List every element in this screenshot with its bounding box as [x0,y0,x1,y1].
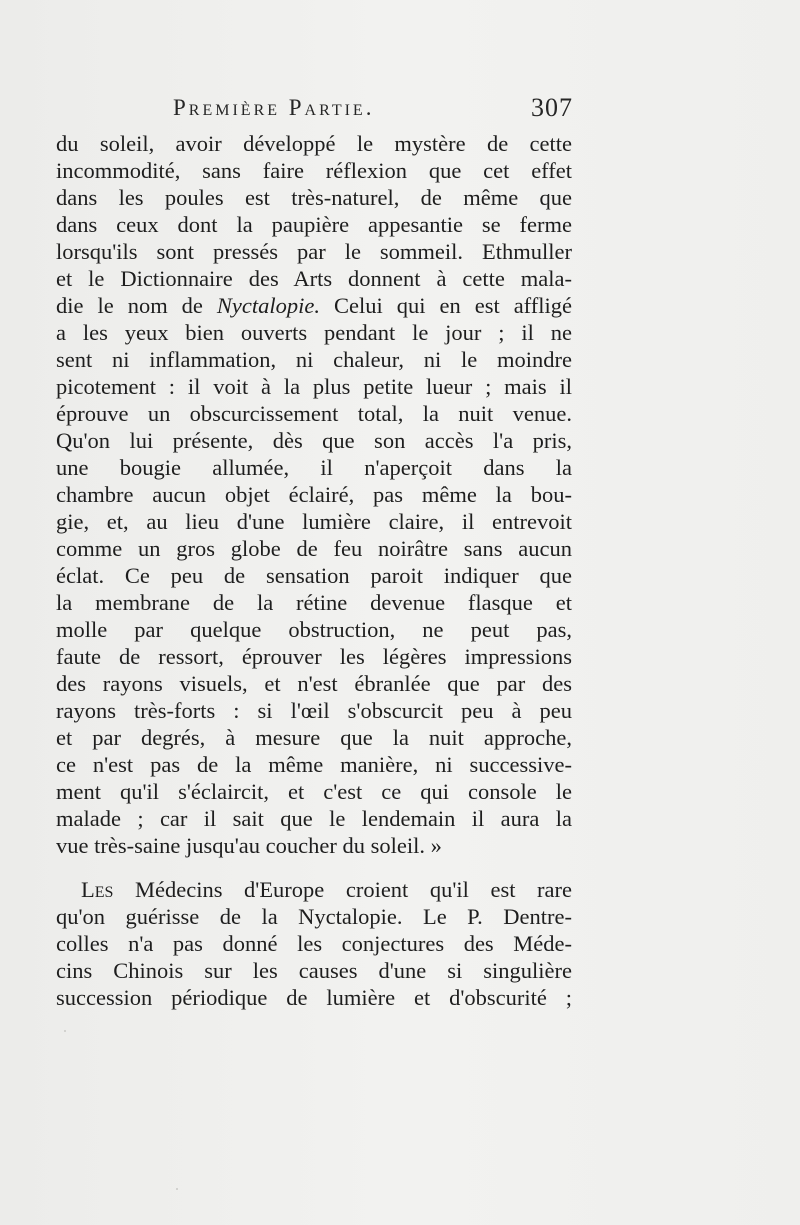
text-line: vue très-saine jusqu'au coucher du soleil. » [56,833,442,858]
small-caps-lead: Les [81,877,114,902]
text-line: colles n'a pas donné les conjectures des Méde- [56,931,572,956]
text-line: malade ; car il sait que le lendemain il aura la [56,806,572,831]
running-header [173,93,573,127]
text-line: gie, et, au lieu d'une lumière claire, il entrevoit [56,509,572,534]
text-line: chambre aucun objet éclairé, pas même la bou- [56,482,572,507]
text-line: du soleil, avoir développé le mystère de cette [56,131,572,156]
text-line: une bougie allumée, il n'aperçoit dans la [56,455,572,480]
text-run: Celui qui en est affligé [320,293,572,318]
text-line: qu'on guérisse de la Nyctalopie. Le P. Dentre- [56,904,572,929]
text-line: Qu'on lui présente, dès que son accès l'a pris, [56,428,572,453]
italic-term: Nyctalopie. [216,293,321,318]
page-number: 307 [531,93,573,122]
text-line: des rayons visuels, et n'est ébranlée que par des [56,671,572,696]
text-line: rayons très-forts : si l'œil s'obscurcit peu à peu [56,698,572,723]
text-line: ment qu'il s'éclaircit, et c'est ce qui console le [56,779,572,804]
text-line: lorsqu'ils sont pressés par le sommeil. Ethmuller [56,239,572,264]
text-run: die le nom de [56,293,217,318]
text-line: comme un gros globe de feu noirâtre sans aucun [56,536,572,561]
text-line: la membrane de la rétine devenue flasque et [56,590,572,615]
text-line: picotement : il voit à la plus petite lueur ; mais il [56,374,572,399]
text-line: ce n'est pas de la même manière, ni successive- [56,752,572,777]
text-line: faute de ressort, éprouver les légères impressions [56,644,572,669]
text-line: a les yeux bien ouverts pendant le jour ; il ne [56,320,572,345]
text-line: succession périodique de lumière et d'obscurité ; [56,985,572,1010]
text-line: et par degrés, à mesure que la nuit approche, [56,725,572,750]
text-line [81,876,572,903]
text-run: Médecins d'Europe croient qu'il est rare [113,877,572,902]
text-line: molle par quelque obstruction, ne peut pas, [56,617,572,642]
paper-speck [176,1188,178,1190]
text-line: et le Dictionnaire des Arts donnent à cette mala- [56,266,572,291]
text-line: sent ni inflammation, ni chaleur, ni le moindre [56,347,572,372]
text-line: dans les poules est très-naturel, de même que [56,185,572,210]
text-line: dans ceux dont la paupière appesantie se ferme [56,212,572,237]
text-line: éclat. Ce peu de sensation paroit indiquer que [56,563,572,588]
text-line [56,292,572,319]
running-title: Première Partie. [173,95,375,120]
paper-speck [64,1030,66,1032]
text-line: éprouve un obscurcissement total, la nuit venue. [56,401,572,426]
text-line: incommodité, sans faire réflexion que cet effet [56,158,572,183]
text-line: cins Chinois sur les causes d'une si singulière [56,958,572,983]
